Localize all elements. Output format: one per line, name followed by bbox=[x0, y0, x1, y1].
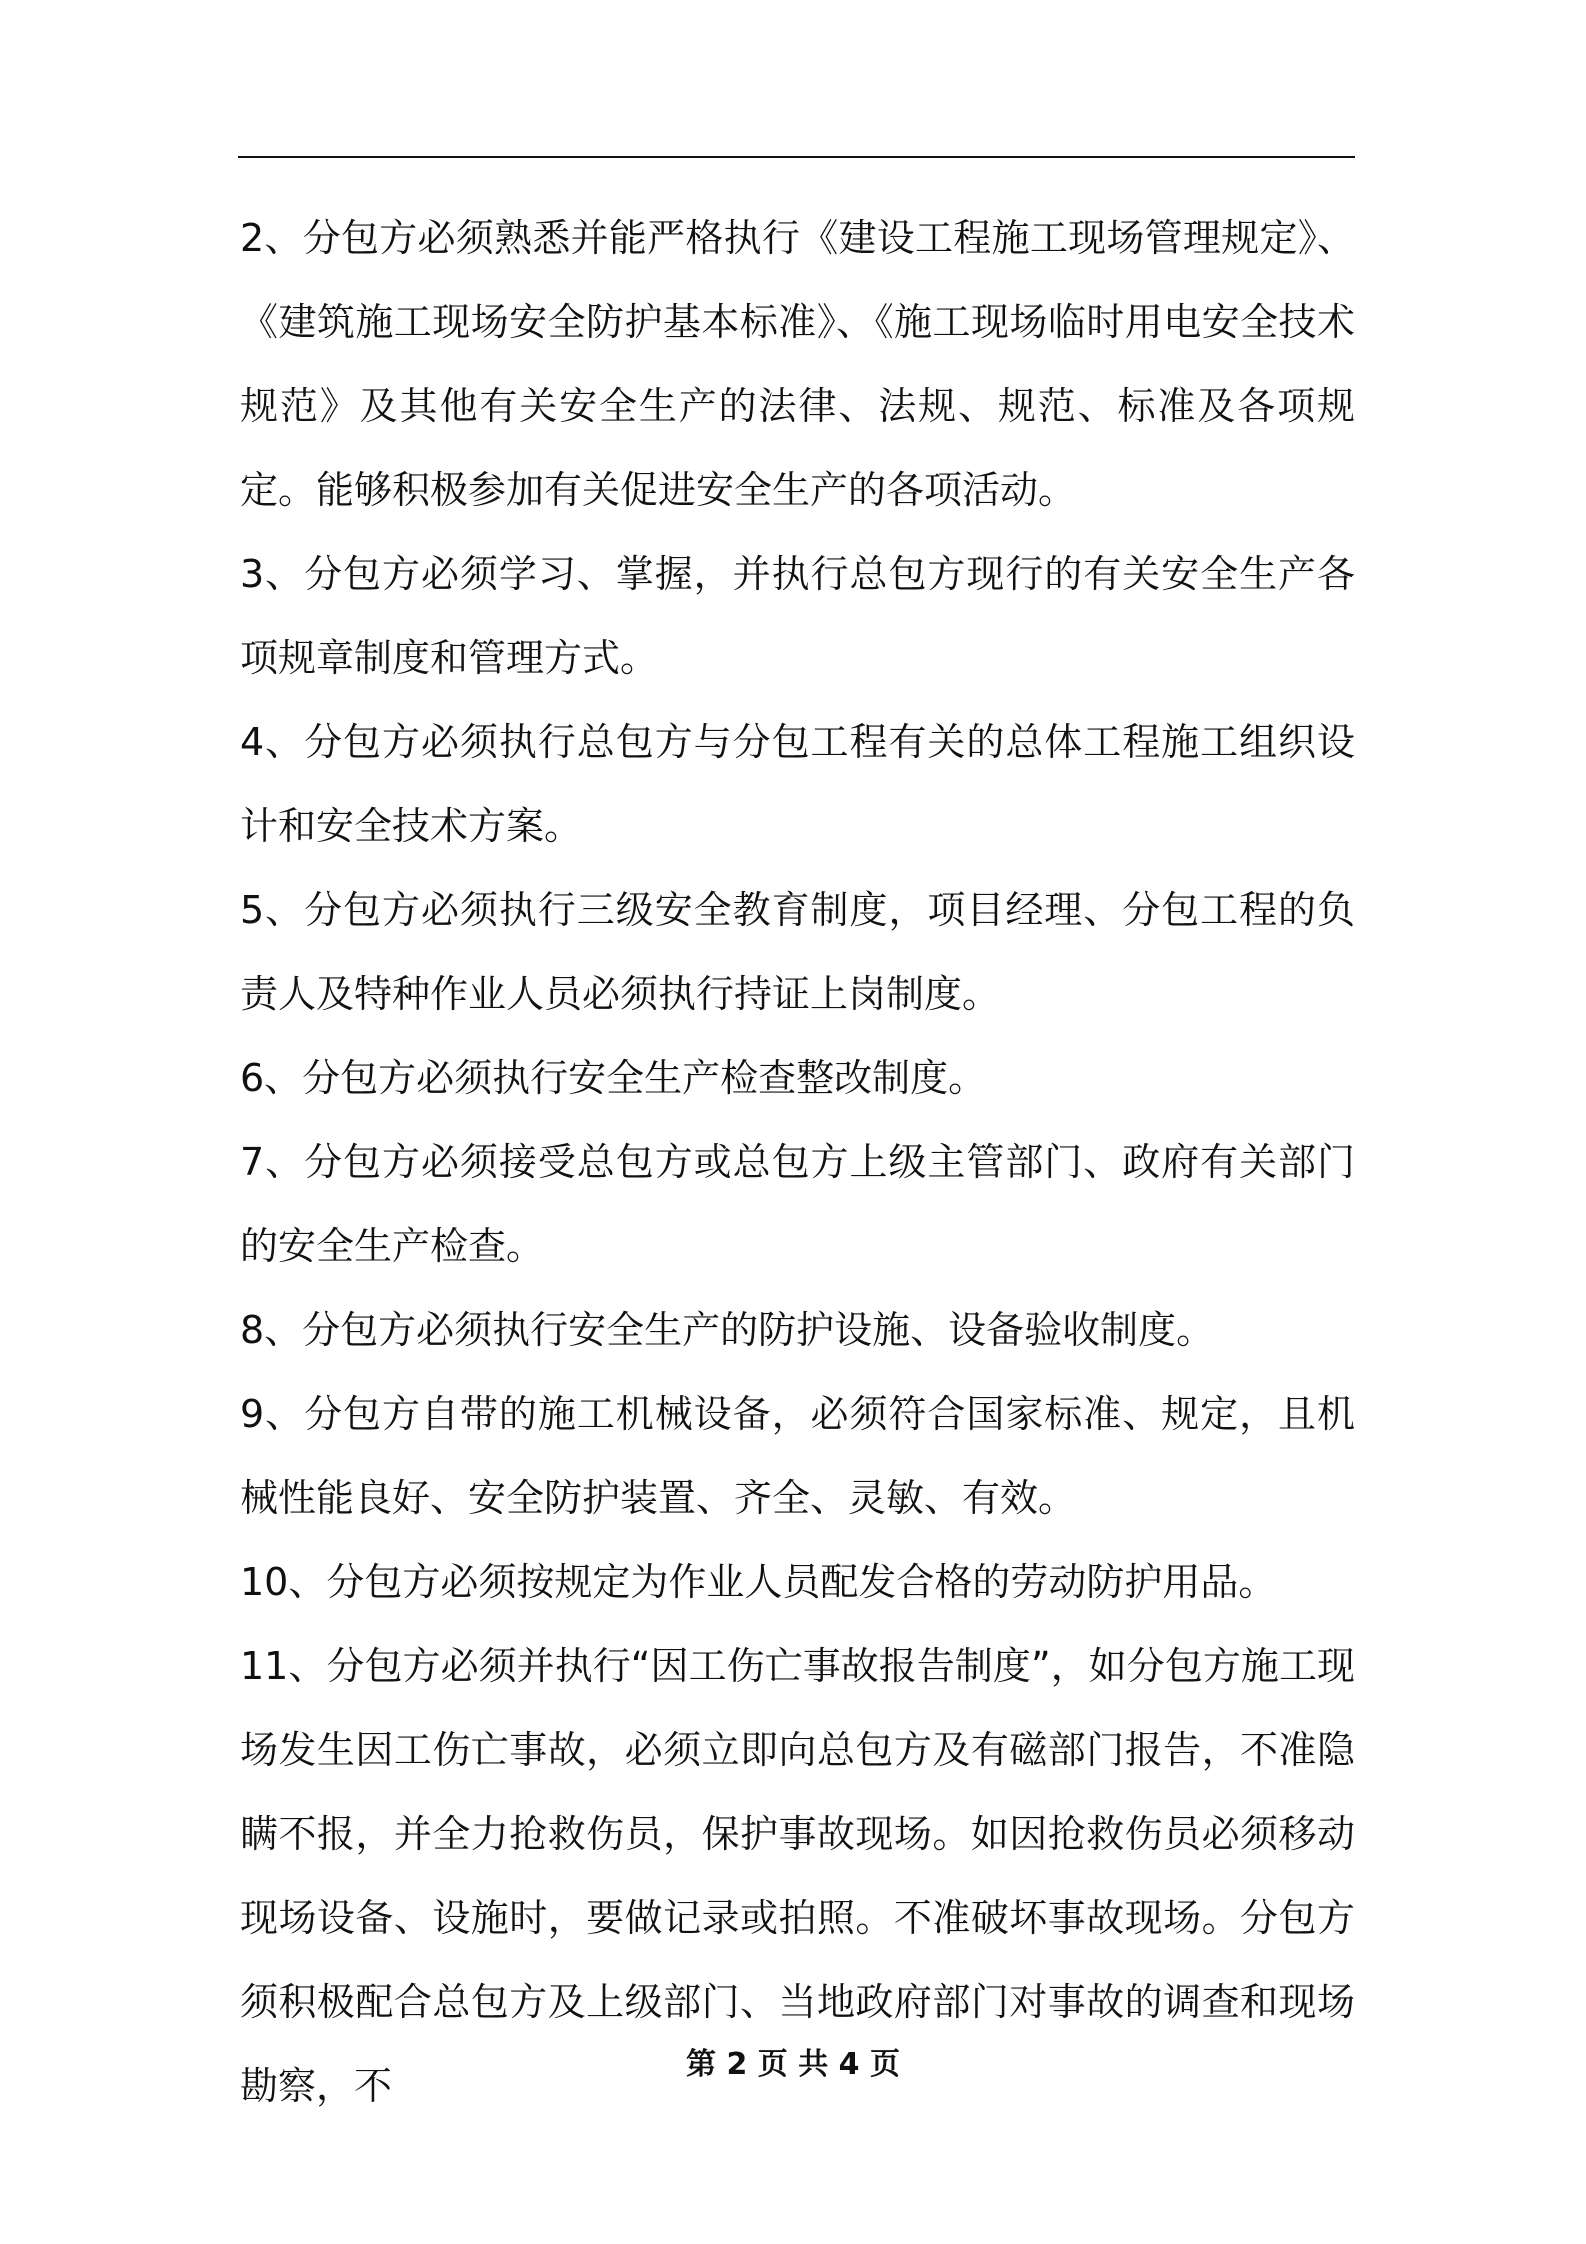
document-body bbox=[240, 196, 1355, 2128]
paragraph-item-3: 3、分包方必须学习、掌握，并执行总包方现行的有关安全生产各项规章制度和管理方式。 bbox=[240, 552, 1355, 680]
paragraph-item-11: 11、分包方必须并执行“因工伤亡事故报告制度”，如分包方施工现场发生因工伤亡事故，必须立即向总包方及有磁部门报告，不准隐瞒不报，并全力抢救伤员，保护事故现场。如因抢救伤员必须移动现场设备、设施时，要做记录或拍照。不准破坏事故现场。分包方须积极配合总包方及上级部门、当地政府部门对事故的调查和现场勘察，不 bbox=[240, 1644, 1355, 2108]
paragraph-item-2: 2、分包方必须熟悉并能严格执行《建设工程施工现场管理规定》、《建筑施工现场安全防护基本标准》、《施工现场临时用电安全技术规范》及其他有关安全生产的法律、法规、规范、标准及各项规定。能够积极参加有关促进安全生产的各项活动。 bbox=[240, 216, 1355, 512]
paragraph-item-10: 10、分包方必须按规定为作业人员配发合格的劳动防护用品。 bbox=[240, 1560, 1277, 1604]
header-rule bbox=[238, 156, 1355, 158]
paragraph-item-5: 5、分包方必须执行三级安全教育制度，项目经理、分包工程的负责人及特种作业人员必须执行持证上岗制度。 bbox=[240, 888, 1355, 1016]
paragraph-item-6: 6、分包方必须执行安全生产检查整改制度。 bbox=[240, 1056, 987, 1100]
paragraph-item-7: 7、分包方必须接受总包方或总包方上级主管部门、政府有关部门的安全生产检查。 bbox=[240, 1140, 1355, 1268]
page-number-footer: 第 2 页 共 4 页 bbox=[686, 2047, 900, 2082]
paragraph-item-4: 4、分包方必须执行总包方与分包工程有关的总体工程施工组织设计和安全技术方案。 bbox=[240, 720, 1355, 848]
paragraph-item-9: 9、分包方自带的施工机械设备，必须符合国家标准、规定，且机械性能良好、安全防护装置、齐全、灵敏、有效。 bbox=[240, 1392, 1355, 1520]
paragraph-item-8: 8、分包方必须执行安全生产的防护设施、设备验收制度。 bbox=[240, 1308, 1215, 1352]
